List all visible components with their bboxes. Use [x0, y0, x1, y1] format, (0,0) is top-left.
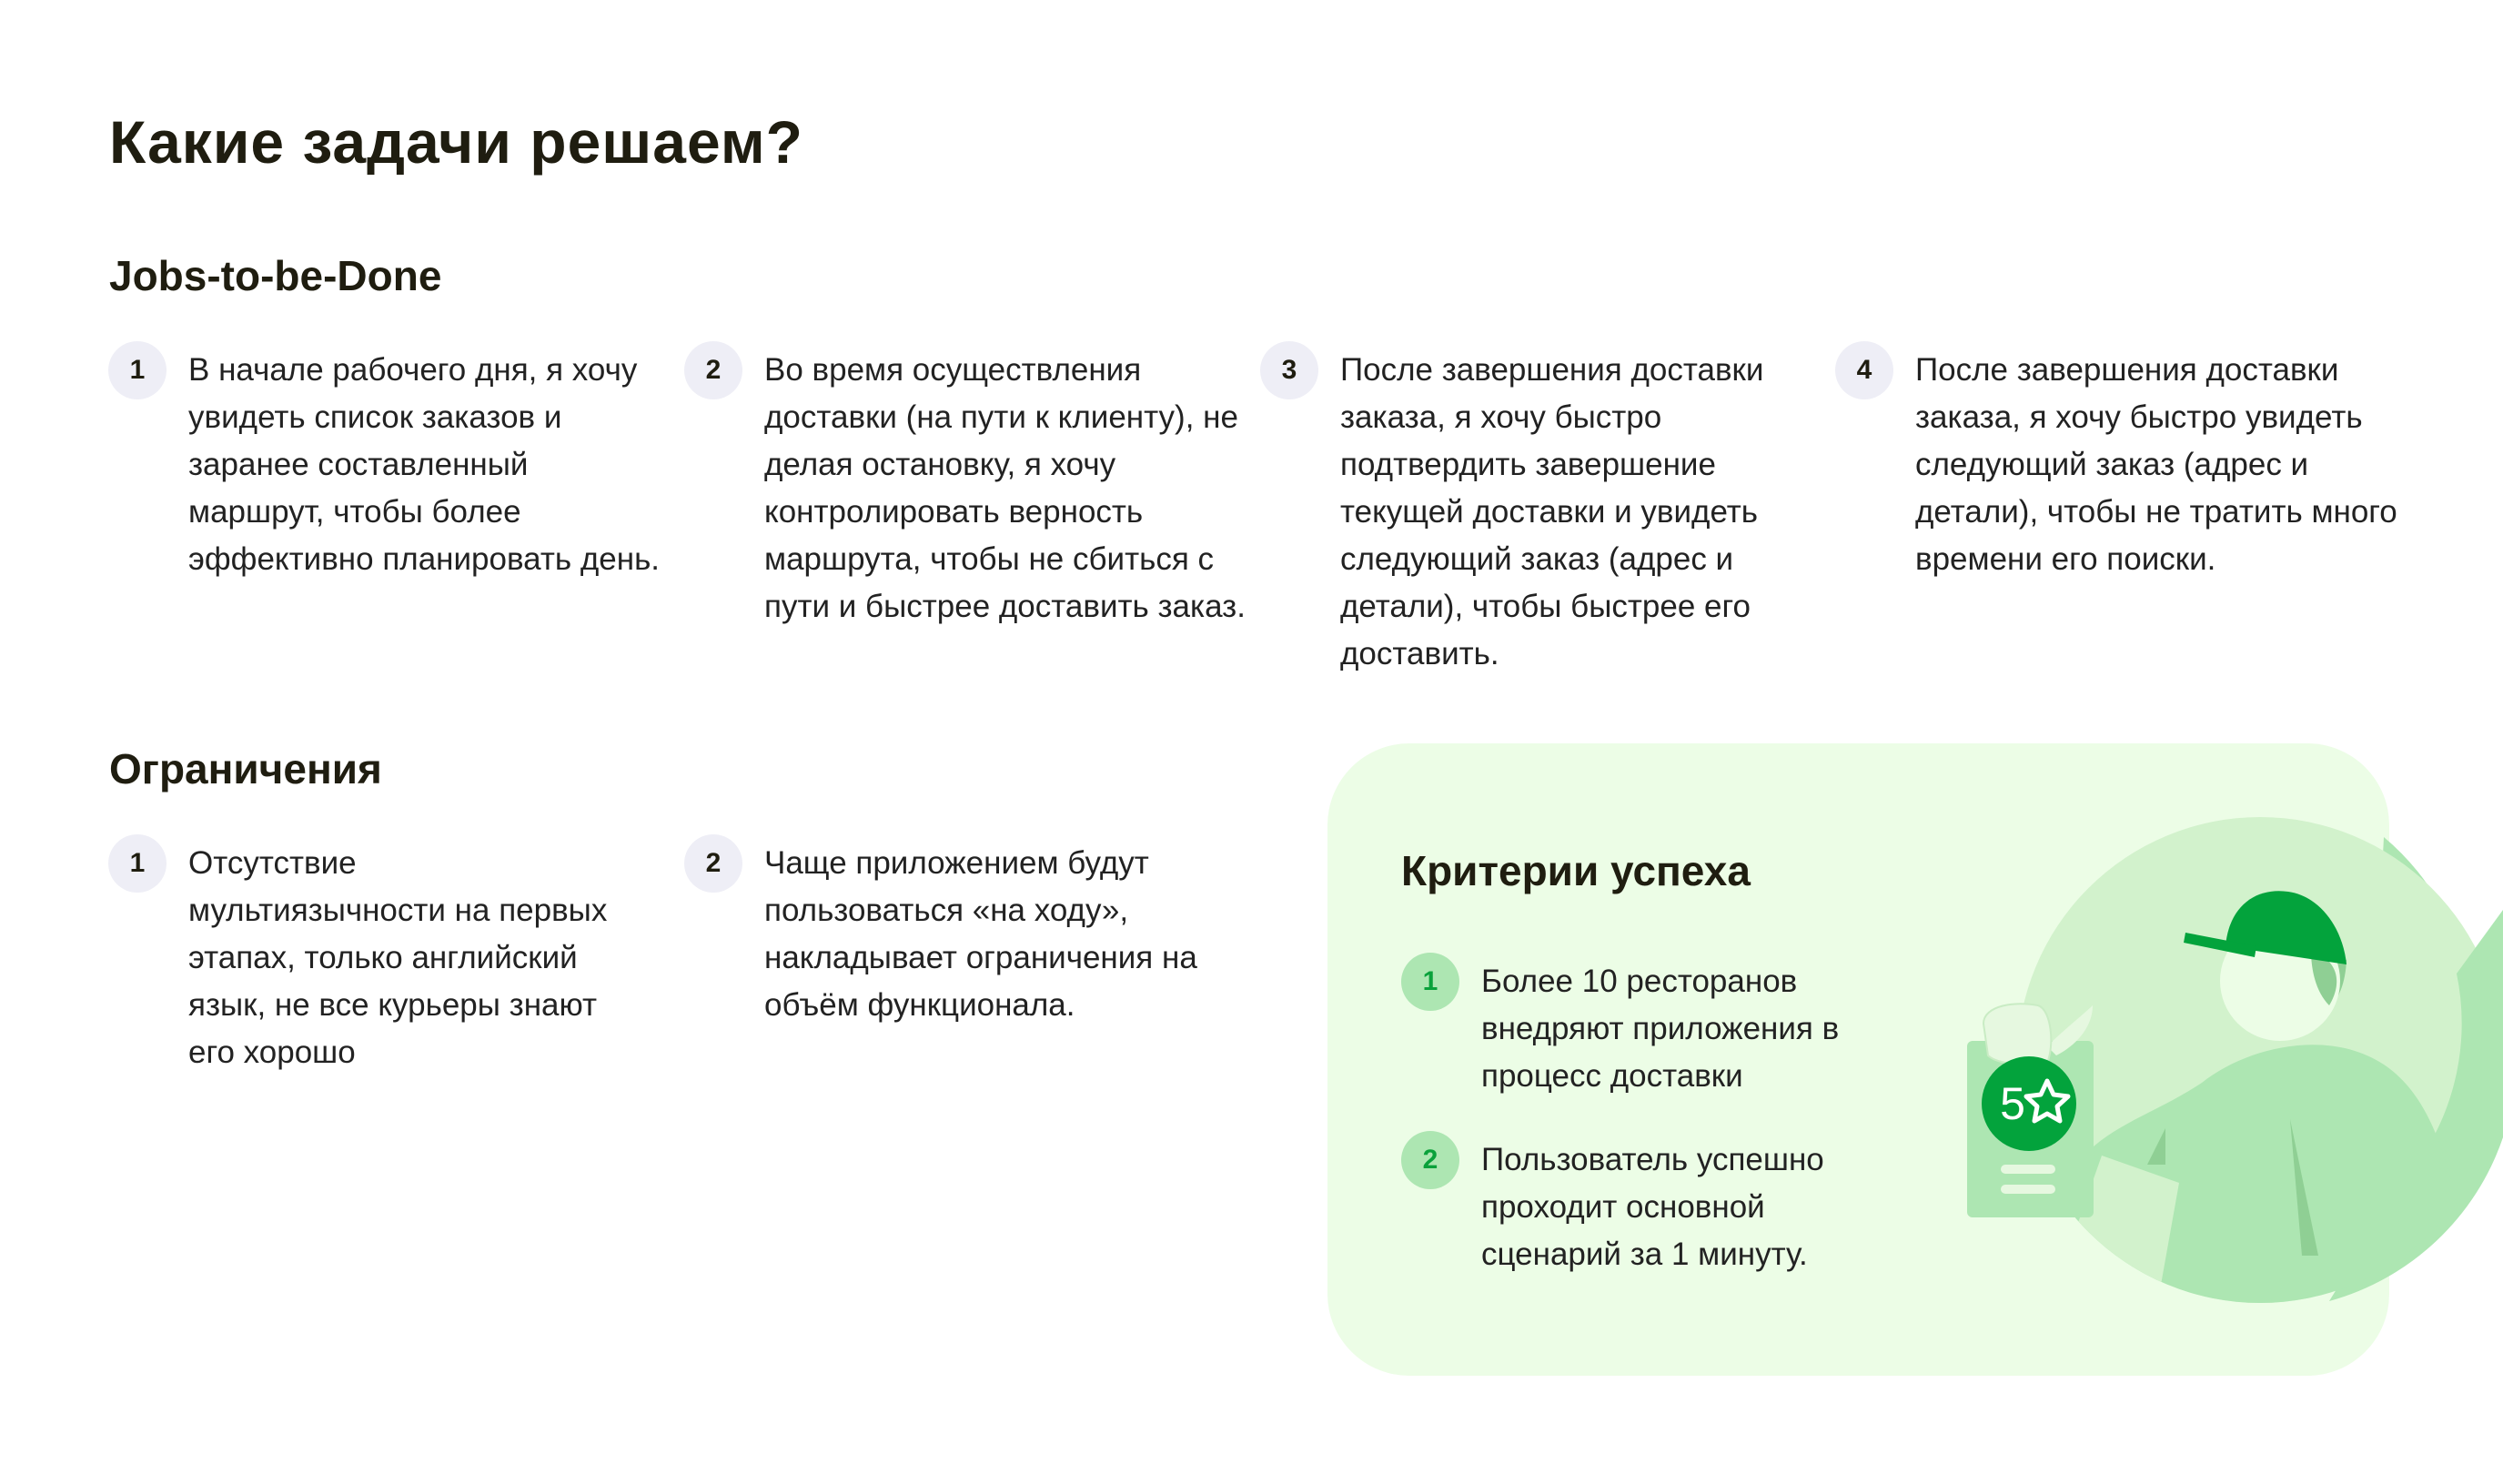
number-badge: 1	[108, 341, 167, 399]
success-heading: Критерии успеха	[1401, 847, 1751, 894]
success-text: Более 10 ресторанов внедряют приложения в процесс доставки	[1481, 964, 1840, 1094]
page-title: Какие задачи решаем?	[109, 108, 803, 176]
job-text: После завершения доставки заказа, я хочу быстро увидеть следующий заказ (адрес и детали), чтобы не тратить много времени его поиски.	[1915, 352, 2397, 577]
number-badge: 2	[684, 341, 742, 399]
card-line	[2001, 1165, 2055, 1174]
number-badge: 3	[1260, 341, 1318, 399]
job-text: Во время осуществления доставки (на пути к клиенту), не делая остановку, я хочу контролировать верность маршрута, чтобы не сбиться с пути и быстрее доставить заказ.	[764, 352, 1246, 624]
job-text: После завершения доставки заказа, я хочу быстро подтвердить завершение текущей доставки и увидеть следующий заказ (адрес и детали), чтобы быстрее его доставить.	[1340, 352, 1764, 671]
number-badge: 4	[1835, 341, 1893, 399]
limit-text: Чаще приложением будут пользоваться «на ходу», накладывает ограничения на объём функционала.	[764, 845, 1197, 1023]
number-badge: 2	[1401, 1131, 1459, 1189]
hand	[1983, 1004, 2051, 1065]
number-badge: 1	[1401, 953, 1459, 1011]
rating-value: 5	[2000, 1078, 2025, 1129]
job-text: В начале рабочего дня, я хочу увидеть список заказов и заранее составленный маршрут, чтобы более эффективно планировать день.	[188, 352, 661, 577]
limits-heading: Ограничения	[109, 745, 382, 792]
number-badge: 2	[684, 834, 742, 893]
limit-text: Отсутствие мультиязычности на первых этапах, только английский язык, не все курьеры знают его хорошо	[188, 845, 608, 1070]
success-text: Пользователь успешно проходит основной сценарий за 1 минуту.	[1481, 1142, 1824, 1272]
card-line	[2001, 1185, 2055, 1194]
number-badge: 1	[108, 834, 167, 893]
jobs-heading: Jobs-to-be-Done	[109, 252, 442, 299]
